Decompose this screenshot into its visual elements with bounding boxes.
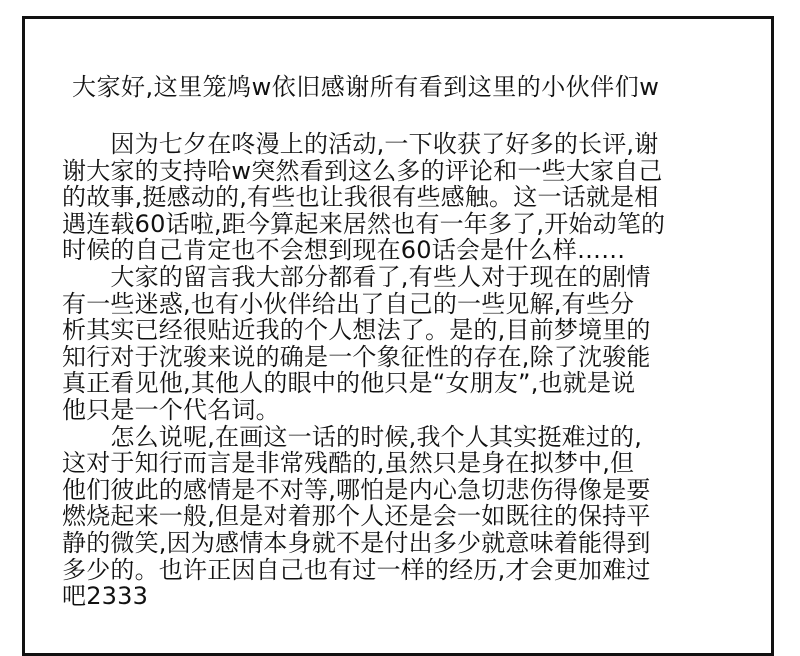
body-line: 这对于知行而言是非常残酷的,虽然只是身在拟梦中,但	[62, 449, 635, 478]
body-line: 怎么说呢,在画这一话的时候,我个人其实挺难过的,	[62, 422, 643, 451]
body-line: 静的微笑,因为感情本身就不是付出多少就意味着能得到	[62, 528, 651, 557]
body-line: 时候的自己肯定也不会想到现在60话会是什么样……	[62, 236, 626, 265]
body-line: 大家的留言我大部分都看了,有些人对于现在的剧情	[62, 262, 651, 291]
body-line: 的故事,挺感动的,有些也让我很有些感触。这一话就是相	[62, 183, 659, 212]
body-line: 吧2333	[62, 582, 149, 611]
body-line: 多少的。也许正因自己也有过一样的经历,才会更加难过	[62, 555, 651, 584]
body-line: 因为七夕在咚漫上的活动,一下收获了好多的长评,谢	[62, 130, 659, 158]
body-line: 有一些迷惑,也有小伙伴给出了自己的一些见解,有些分	[62, 289, 635, 318]
body-line: 谢大家的支持哈w突然看到这么多的评论和一些大家自己	[62, 156, 663, 185]
body-line: 真正看见他,其他人的眼中的他只是“女朋友”,也就是说	[62, 369, 636, 398]
note-body	[62, 131, 742, 610]
body-line: 他们彼此的感情是不对等,哪怕是内心急切悲伤得像是要	[62, 475, 651, 504]
body-line: 他只是一个代名词。	[62, 395, 280, 424]
body-line: 燃烧起来一般,但是对着那个人还是会一如既往的保持平	[62, 502, 651, 531]
note-heading: 大家好,这里笼鸠w依旧感谢所有看到这里的小伙伴们w	[72, 73, 660, 101]
body-line: 遇连载60话啦,距今算起来居然也有一年多了,开始动笔的	[62, 209, 666, 238]
body-line: 知行对于沈骏来说的确是一个象征性的存在,除了沈骏能	[62, 342, 651, 371]
body-line: 析其实已经很贴近我的个人想法了。是的,目前梦境里的	[62, 316, 651, 345]
